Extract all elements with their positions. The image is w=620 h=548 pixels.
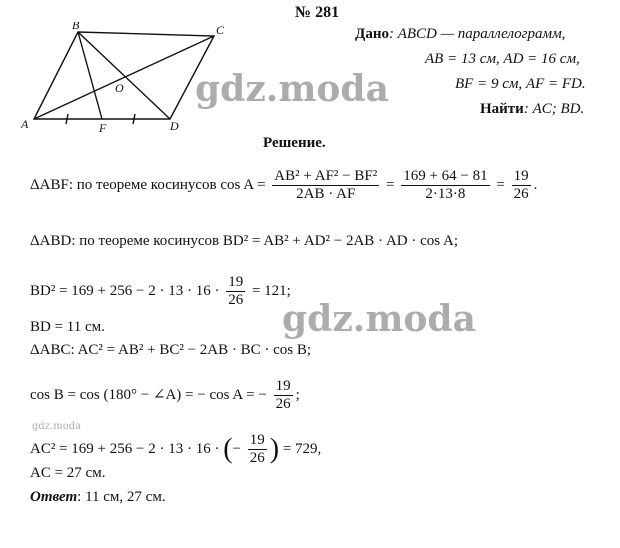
solution-heading: Решение. — [263, 135, 326, 151]
solution-line-5: ΔABC: AC² = AB² + BC² − 2AB · BC · cos B; — [30, 342, 312, 358]
solution-line-3: BD² = 169 + 256 − 2 · 13 · 16 · $\frac{19}{26}$ = 121; — [30, 274, 291, 308]
find-label: Найти — [480, 101, 524, 117]
segment-bf — [78, 32, 102, 119]
small-watermark: gdz.moda — [32, 421, 82, 432]
tick-fd — [133, 114, 135, 124]
vertex-label-d: D — [170, 119, 179, 133]
cos-b-fraction: $\frac{19}{26}$ — [275, 378, 291, 412]
cos-a-formula-fraction: $\frac{\text{AB² + AF² − BF²}}{2AB \cdot AF}$ — [274, 168, 378, 202]
find-text: : AC; BD. — [523, 101, 585, 117]
given-line-1 — [355, 26, 565, 43]
watermark-top: gdz.moda — [195, 68, 389, 110]
solution-line-7: AC² = 169 + 256 − 2 · 13 · 16 · (− $\frac{19}{26}$ ) = 729, — [30, 432, 322, 466]
vertex-label-c: C — [216, 23, 225, 37]
vertex-label-b: B — [72, 22, 80, 32]
point-label-f: F — [99, 121, 107, 135]
solution-line-8: AC = 27 см. — [30, 465, 106, 481]
answer-label: Ответ — [30, 489, 78, 505]
given-text-1: : ABCD — параллелограмм, — [388, 26, 566, 42]
given-line-3: BF = 9 см, AF = FD. — [455, 76, 586, 92]
solution-line-6: cos B = cos (180° − ∠A) = − cos A = − $\frac{19}{26}$ ; — [30, 378, 300, 412]
answer-text: : 11 см, 27 см. — [77, 489, 166, 505]
solution-line-2: ΔABD: по теореме косинусов BD² = AB² + AD² − 2AB · AD · cos A; — [30, 233, 459, 249]
diagonal-bd — [78, 32, 170, 119]
vertex-label-a: A — [21, 117, 29, 131]
cos-a-result-fraction: $\frac{19}{26}$ — [513, 168, 529, 202]
line1-prefix: ΔABF: по теореме косинусов cos A = — [30, 176, 266, 193]
problem-number: № 281 — [295, 4, 340, 21]
bd-cos-fraction: $\frac{19}{26}$ — [228, 274, 244, 308]
find-line — [480, 101, 584, 118]
point-label-o: O — [115, 81, 124, 95]
answer-line — [30, 489, 166, 506]
watermark-middle: gdz.moda — [282, 298, 476, 340]
cos-a-numeric-fraction: $\frac{169 + 64 - 81}{2\cdot 13\cdot 8}$ — [403, 168, 488, 202]
solution-line-1: ΔABF: по теореме косинусов cos A = $\frac{\text{AB² + AF² − BF²}}{2AB \cdot AF}$ = $\frac{169 + 64 - 81}{2\cdot 13\cdot 8}$ = $\frac{19}{26}$ . — [30, 168, 538, 202]
ac-cos-fraction: $\frac{19}{26}$ — [249, 432, 265, 466]
diagonal-ac — [34, 36, 214, 119]
tick-af — [66, 114, 68, 124]
given-label: Дано — [355, 26, 389, 42]
given-line-2: AB = 13 см, AD = 16 см, — [425, 51, 580, 67]
solution-line-4: BD = 11 см. — [30, 319, 105, 335]
